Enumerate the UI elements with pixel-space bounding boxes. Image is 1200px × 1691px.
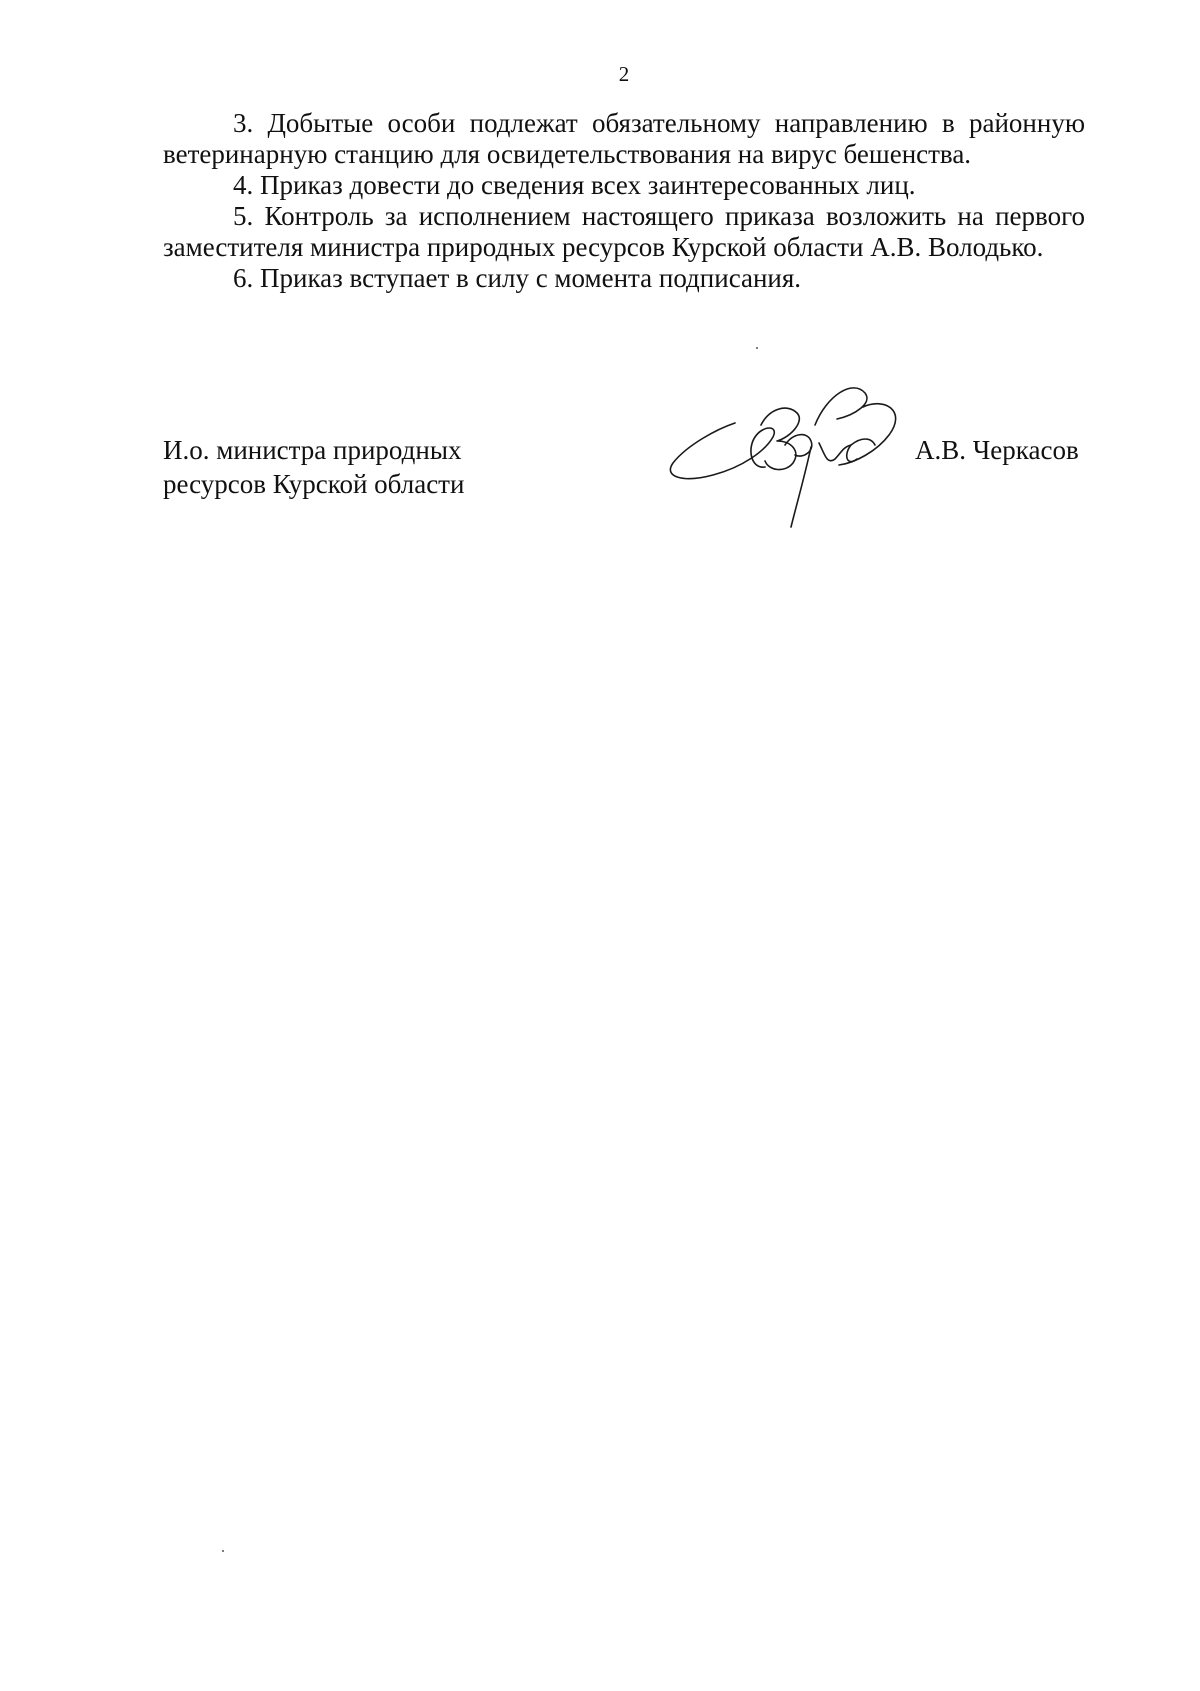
- signer-title-line-2: ресурсов Курской области: [163, 469, 465, 499]
- signer-name: А.В. Черкасов: [915, 435, 1079, 465]
- signer-title: [163, 433, 464, 501]
- document-body: [163, 108, 1085, 294]
- paragraph-6: 6. Приказ вступает в силу с момента подписания.: [233, 263, 802, 293]
- signer-title-line-1: И.о. министра природных: [163, 435, 462, 465]
- handwritten-signature: [665, 385, 900, 530]
- page-number: 2: [618, 62, 630, 86]
- paragraph-3: 3. Добытые особи подлежат обязательному направлению в районную ветеринарную станцию для освидетельствования на вирус бешенства.: [163, 108, 1085, 169]
- scan-speck: [222, 1550, 224, 1552]
- paragraph-5: 5. Контроль за исполнением настоящего приказа возложить на первого заместителя министра природных ресурсов Курской области А.В. Володько.: [163, 201, 1085, 262]
- paragraph-4: 4. Приказ довести до сведения всех заинтересованных лиц.: [233, 170, 916, 200]
- scan-speck: [756, 347, 758, 349]
